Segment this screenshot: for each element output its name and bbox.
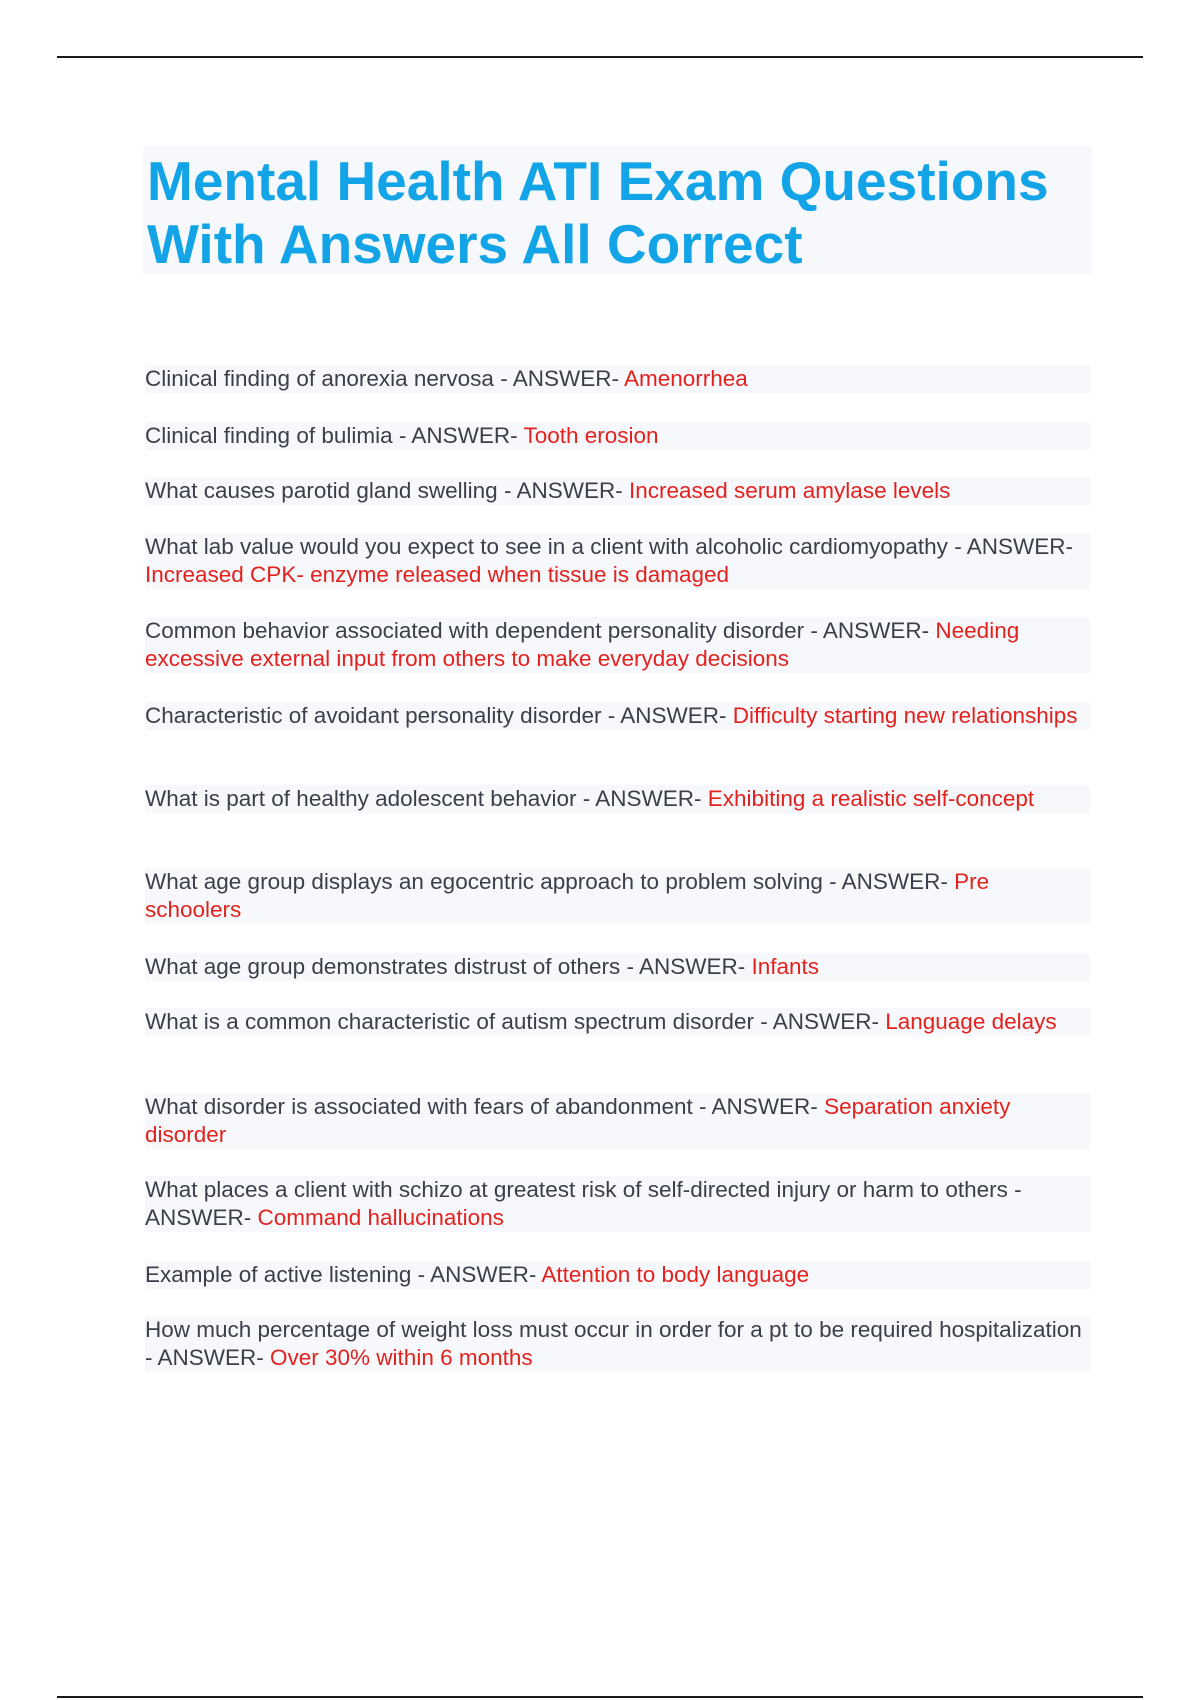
answer-prefix: - ANSWER- bbox=[145, 1177, 1022, 1230]
question-text: Characteristic of avoidant personality disorder bbox=[145, 703, 608, 728]
answer-text: Infants bbox=[751, 954, 820, 979]
answer-prefix: - ANSWER- bbox=[699, 1094, 825, 1119]
answer-prefix: - ANSWER- bbox=[810, 618, 936, 643]
question-text: What age group demonstrates distrust of others bbox=[145, 954, 627, 979]
qa-item bbox=[145, 953, 1090, 981]
answer-text: Increased CPK- enzyme released when tissue is damaged bbox=[145, 562, 730, 587]
qa-item bbox=[145, 1176, 1090, 1232]
question-text: How much percentage of weight loss must occur in order for a pt to be required hospitalization bbox=[145, 1317, 1082, 1342]
qa-item bbox=[145, 422, 1090, 450]
answer-text: Language delays bbox=[885, 1009, 1057, 1034]
qa-item bbox=[145, 1261, 1090, 1289]
question-text: Common behavior associated with dependent personality disorder bbox=[145, 618, 811, 643]
qa-item bbox=[145, 477, 1090, 505]
answer-prefix: - ANSWER- bbox=[503, 478, 629, 503]
qa-item bbox=[145, 617, 1090, 673]
question-text: What disorder is associated with fears of abandonment bbox=[145, 1094, 700, 1119]
qa-item bbox=[145, 702, 1090, 730]
qa-item bbox=[145, 1316, 1090, 1372]
question-text: What places a client with schizo at greatest risk of self-directed injury or harm to others bbox=[145, 1177, 1015, 1202]
answer-text: Separation anxiety disorder bbox=[145, 1094, 1011, 1147]
answer-prefix: - ANSWER- bbox=[829, 869, 955, 894]
qa-item bbox=[145, 1008, 1090, 1036]
answer-prefix: - ANSWER- bbox=[760, 1009, 886, 1034]
answer-text: Amenorrhea bbox=[623, 366, 748, 391]
title-line-2: With Answers All Correct bbox=[147, 213, 803, 275]
answer-text: Tooth erosion bbox=[523, 423, 659, 448]
qa-item bbox=[145, 785, 1090, 813]
answer-prefix: - ANSWER- bbox=[417, 1262, 542, 1287]
top-rule bbox=[57, 56, 1143, 58]
answer-text: Attention to body language bbox=[541, 1262, 810, 1287]
answer-prefix: - ANSWER- bbox=[607, 703, 733, 728]
qa-item bbox=[145, 1093, 1090, 1149]
answer-text: Exhibiting a realistic self-concept bbox=[707, 786, 1035, 811]
question-text: What lab value would you expect to see in a client with alcoholic cardiomyopathy bbox=[145, 534, 955, 559]
answer-prefix: - ANSWER- bbox=[954, 534, 1073, 559]
answer-text: Difficulty starting new relationships bbox=[732, 703, 1078, 728]
question-text: What is part of healthy adolescent behavior bbox=[145, 786, 583, 811]
question-text: Clinical finding of anorexia nervosa bbox=[145, 366, 501, 391]
question-text: Clinical finding of bulimia bbox=[145, 423, 399, 448]
question-text: What age group displays an egocentric approach to problem solving bbox=[145, 869, 830, 894]
title-line-1: Mental Health ATI Exam Questions bbox=[147, 150, 1049, 212]
question-text: What causes parotid gland swelling bbox=[145, 478, 504, 503]
question-text: Example of active listening bbox=[145, 1262, 418, 1287]
qa-item bbox=[145, 868, 1090, 924]
answer-text: Needing excessive external input from others to make everyday decisions bbox=[145, 618, 1020, 671]
answer-text: Increased serum amylase levels bbox=[628, 478, 951, 503]
answer-text: Command hallucinations bbox=[257, 1205, 504, 1230]
answer-text: Pre schoolers bbox=[145, 869, 990, 922]
answer-prefix: - ANSWER- bbox=[145, 1345, 271, 1370]
answer-prefix: - ANSWER- bbox=[398, 423, 524, 448]
answer-prefix: - ANSWER- bbox=[500, 366, 624, 391]
qa-item bbox=[145, 533, 1090, 589]
answer-prefix: - ANSWER- bbox=[626, 954, 752, 979]
answer-text: Over 30% within 6 months bbox=[270, 1345, 533, 1370]
question-text: What is a common characteristic of autism spectrum disorder bbox=[145, 1009, 761, 1034]
document-title bbox=[143, 146, 1092, 274]
qa-item bbox=[145, 365, 1090, 393]
answer-prefix: - ANSWER- bbox=[582, 786, 708, 811]
bottom-rule bbox=[57, 1696, 1143, 1698]
